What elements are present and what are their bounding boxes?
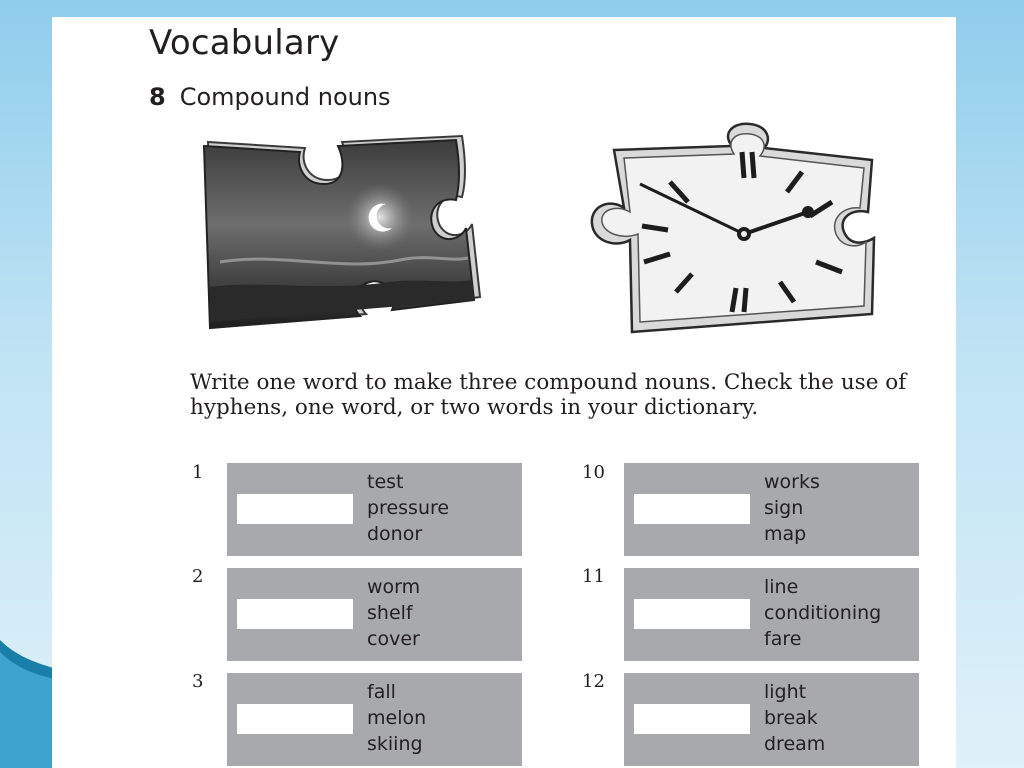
word-list	[764, 574, 881, 652]
section-number: 8	[149, 83, 166, 111]
word: dream	[764, 733, 826, 755]
night-sky-puzzle-image	[200, 122, 535, 347]
compound-item-box	[624, 463, 919, 556]
word-list	[367, 679, 426, 757]
item-number: 11	[582, 566, 605, 587]
item-number: 12	[582, 671, 605, 692]
item-number: 10	[582, 462, 605, 483]
item-number: 3	[192, 671, 204, 692]
word-list	[367, 574, 420, 652]
word: map	[764, 523, 807, 545]
compound-item-box	[624, 673, 919, 766]
word: conditioning	[764, 602, 882, 624]
word: shelf	[367, 602, 413, 624]
answer-input-1[interactable]	[237, 494, 353, 524]
word: skiing	[367, 733, 423, 755]
answer-input-3[interactable]	[237, 704, 353, 734]
word: light	[764, 681, 807, 703]
word: fall	[367, 681, 396, 703]
page-title: Vocabulary	[149, 23, 340, 63]
compound-item-box	[624, 568, 919, 661]
exercise-instructions: Write one word to make three compound nouns. Check the use of hyphens, one word, or two words in your dictionary.	[190, 370, 907, 420]
worksheet-page	[52, 17, 956, 768]
answer-input-12[interactable]	[634, 704, 750, 734]
compound-item-box	[227, 463, 522, 556]
word: test	[367, 471, 404, 493]
answer-input-10[interactable]	[634, 494, 750, 524]
item-number: 1	[192, 462, 204, 483]
word: donor	[367, 523, 423, 545]
word-list	[764, 679, 825, 757]
word: fare	[764, 628, 802, 650]
compound-item-box	[227, 568, 522, 661]
word-list	[367, 469, 449, 547]
word: worm	[367, 576, 421, 598]
item-number: 2	[192, 566, 204, 587]
clock-puzzle-image	[572, 122, 907, 347]
section-title: Compound nouns	[179, 83, 391, 111]
slide-accent-wave	[0, 640, 60, 768]
answer-input-11[interactable]	[634, 599, 750, 629]
word: break	[764, 707, 818, 729]
word: pressure	[367, 497, 450, 519]
word: sign	[764, 497, 804, 519]
compound-item-box	[227, 673, 522, 766]
section-heading	[149, 83, 391, 111]
word: melon	[367, 707, 427, 729]
word: works	[764, 471, 820, 493]
answer-input-2[interactable]	[237, 599, 353, 629]
word: cover	[367, 628, 420, 650]
word-list	[764, 469, 820, 547]
word: line	[764, 576, 799, 598]
